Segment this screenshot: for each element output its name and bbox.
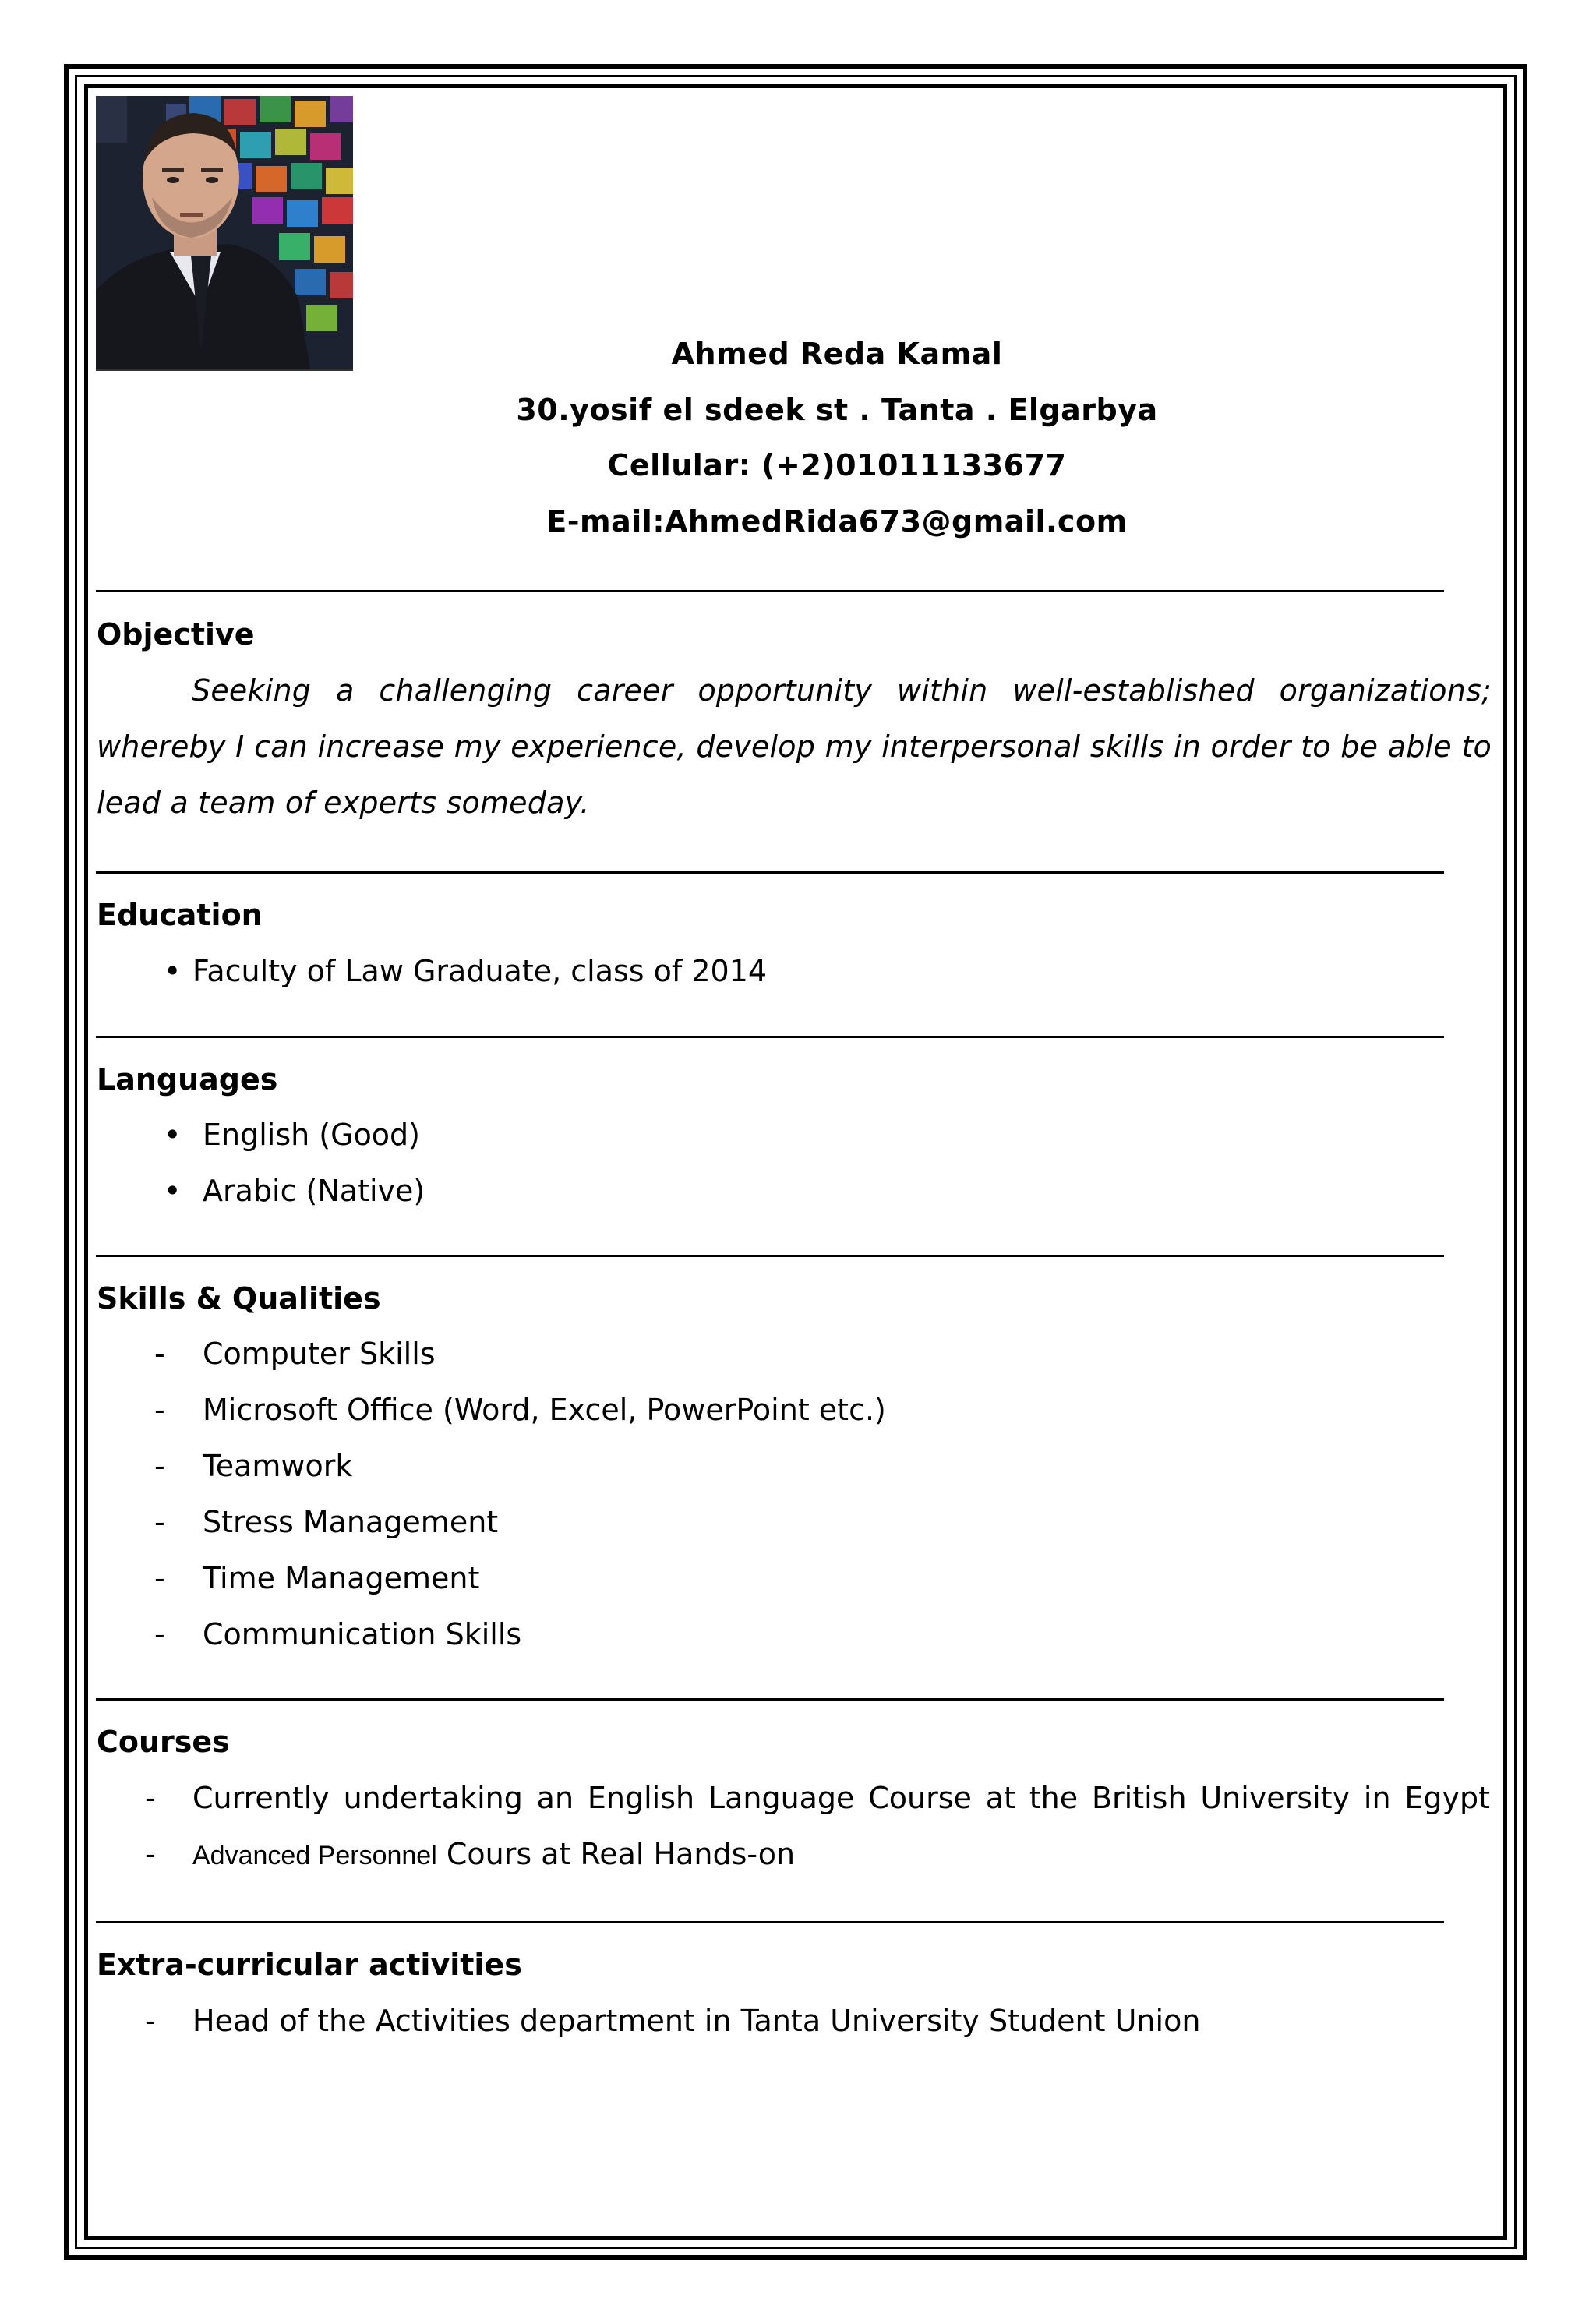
- photo-underline: [96, 369, 353, 371]
- skill-item: Communication Skills: [203, 1617, 522, 1651]
- dash-marker: -: [145, 1837, 156, 1871]
- profile-photo: [96, 96, 353, 369]
- skill-item: Microsoft Office (Word, Excel, PowerPoint etc.): [203, 1393, 886, 1427]
- activities-title: Extra-curricular activities: [97, 1948, 522, 1982]
- bullet-marker: •: [164, 1118, 182, 1152]
- skill-item: Computer Skills: [203, 1337, 436, 1371]
- applicant-address: 30.yosif el sdeek st . Tanta . Elgarbya: [516, 393, 1158, 427]
- course-item: [192, 1779, 1494, 1817]
- course-item-text: Currently undertaking an English Language Course at the British University in Egypt: [192, 1781, 1490, 1815]
- applicant-cellular: Cellular: (+2)01011133677: [607, 448, 1067, 482]
- dash-marker: -: [154, 1337, 165, 1371]
- skill-item: Stress Management: [203, 1505, 499, 1539]
- section-divider: [96, 1698, 1444, 1701]
- objective-title: Objective: [97, 617, 255, 652]
- dash-marker: -: [154, 1617, 165, 1651]
- section-divider: [96, 590, 1444, 592]
- bullet-marker: •: [164, 1174, 182, 1208]
- objective-text: [97, 662, 1492, 831]
- bullet-marker: •: [164, 954, 182, 988]
- education-item: Faculty of Law Graduate, class of 2014: [192, 954, 768, 988]
- dash-marker: -: [145, 1781, 156, 1815]
- section-divider: [96, 1255, 1444, 1257]
- dash-marker: -: [154, 1505, 165, 1539]
- skill-item: Teamwork: [203, 1449, 353, 1483]
- languages-title: Languages: [97, 1062, 278, 1097]
- education-title: Education: [97, 898, 263, 932]
- activity-item: Head of the Activities department in Tanta University Student Union: [192, 2004, 1201, 2038]
- language-item: English (Good): [203, 1118, 421, 1152]
- objective-paragraph: Seeking a challenging career opportunity within well-established organizations; whereby I can increase my experience, develop my interpersonal skills in order to be able to lead a team of experts someday.: [97, 673, 1492, 820]
- section-divider: [96, 1921, 1444, 1923]
- skill-item: Time Management: [203, 1561, 480, 1595]
- course-item-suffix: Cours at Real Hands-on: [446, 1837, 796, 1871]
- section-divider: [96, 1036, 1444, 1038]
- dash-marker: -: [154, 1449, 165, 1483]
- skills-title: Skills & Qualities: [97, 1281, 381, 1316]
- course-item-prefix: Advanced Personnel: [192, 1841, 437, 1870]
- dash-marker: -: [154, 1561, 165, 1595]
- dash-marker: -: [145, 2004, 156, 2038]
- dash-marker: -: [154, 1393, 165, 1427]
- applicant-name: Ahmed Reda Kamal: [671, 337, 1003, 371]
- applicant-email[interactable]: E-mail:AhmedRida673@gmail.com: [546, 504, 1128, 539]
- section-divider: [96, 871, 1444, 874]
- courses-title: Courses: [97, 1725, 230, 1759]
- course-item: [192, 1835, 795, 1874]
- language-item: Arabic (Native): [203, 1174, 425, 1208]
